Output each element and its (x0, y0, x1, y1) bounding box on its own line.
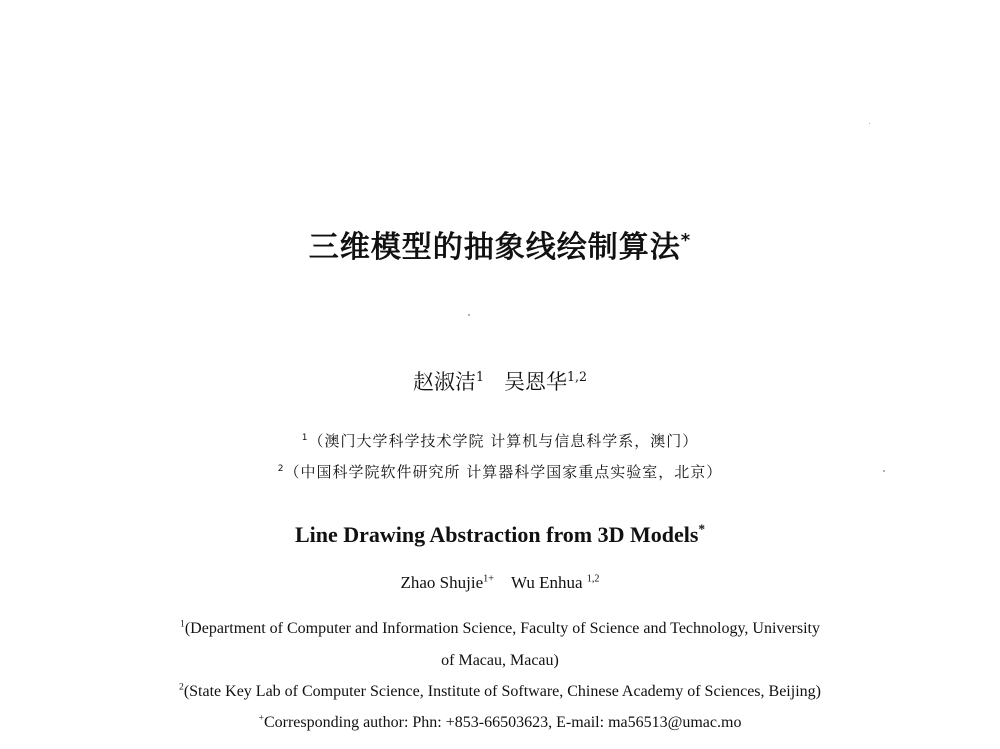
chinese-author-1: 赵淑洁 (412, 370, 476, 394)
english-affiliation-1-mark: 1 (180, 618, 185, 630)
chinese-author-2: 吴恩华 (504, 370, 567, 394)
english-author-1: Zhao Shujie (400, 573, 484, 592)
chinese-authors (0, 366, 1000, 396)
english-authors (0, 573, 1000, 593)
corresponding-author-text: Corresponding author: Phn: +853-66503623, E-mail: ma56513@umac.mo (263, 714, 742, 731)
english-title-text: Line Drawing Abstraction from 3D Models (294, 522, 699, 547)
chinese-affiliation-2-mark: 2 (277, 464, 285, 474)
corresponding-author-mark: + (258, 712, 264, 724)
chinese-affiliation-2-text: （中国科学院软件研究所 计算器科学国家重点实验室，北京） (284, 463, 723, 481)
scan-speck (468, 314, 470, 316)
english-affiliation-1-line-2: of Macau, Macau) (441, 652, 559, 669)
corresponding-author-note (0, 714, 1000, 732)
scan-speck (869, 123, 870, 124)
chinese-title-text: 三维模型的抽象线绘制算法 (308, 230, 681, 265)
chinese-affiliation-1-text: （澳门大学科学技术学院 计算机与信息科学系，澳门） (308, 432, 699, 450)
chinese-affiliation-1 (0, 430, 1000, 451)
english-author-2-affiliation: 1,2 (586, 573, 600, 585)
english-affiliation-2 (0, 683, 1000, 701)
english-affiliation-2-text: (State Key Lab of Computer Science, Institute of Software, Chinese Academy of Sciences, Beijing) (183, 683, 821, 700)
english-author-1-affiliation: 1+ (483, 573, 494, 585)
chinese-title (0, 222, 1000, 266)
chinese-affiliation-1-mark: 1 (301, 433, 309, 443)
english-author-2: Wu Enhua (510, 573, 583, 592)
scan-speck (883, 470, 885, 472)
english-affiliation-1-continued (0, 652, 1000, 670)
chinese-author-2-affiliation: 1,2 (567, 369, 588, 384)
chinese-affiliation-2 (0, 461, 1000, 482)
english-affiliation-1 (0, 620, 1000, 638)
english-affiliation-1-line-1: (Department of Computer and Information Science, Faculty of Science and Technology, University (184, 620, 820, 637)
english-title (0, 522, 1000, 548)
english-title-footnote-mark: * (698, 521, 706, 537)
chinese-title-footnote-mark: * (680, 230, 692, 251)
english-affiliation-2-mark: 2 (179, 681, 184, 693)
chinese-author-1-affiliation: 1 (475, 369, 484, 384)
